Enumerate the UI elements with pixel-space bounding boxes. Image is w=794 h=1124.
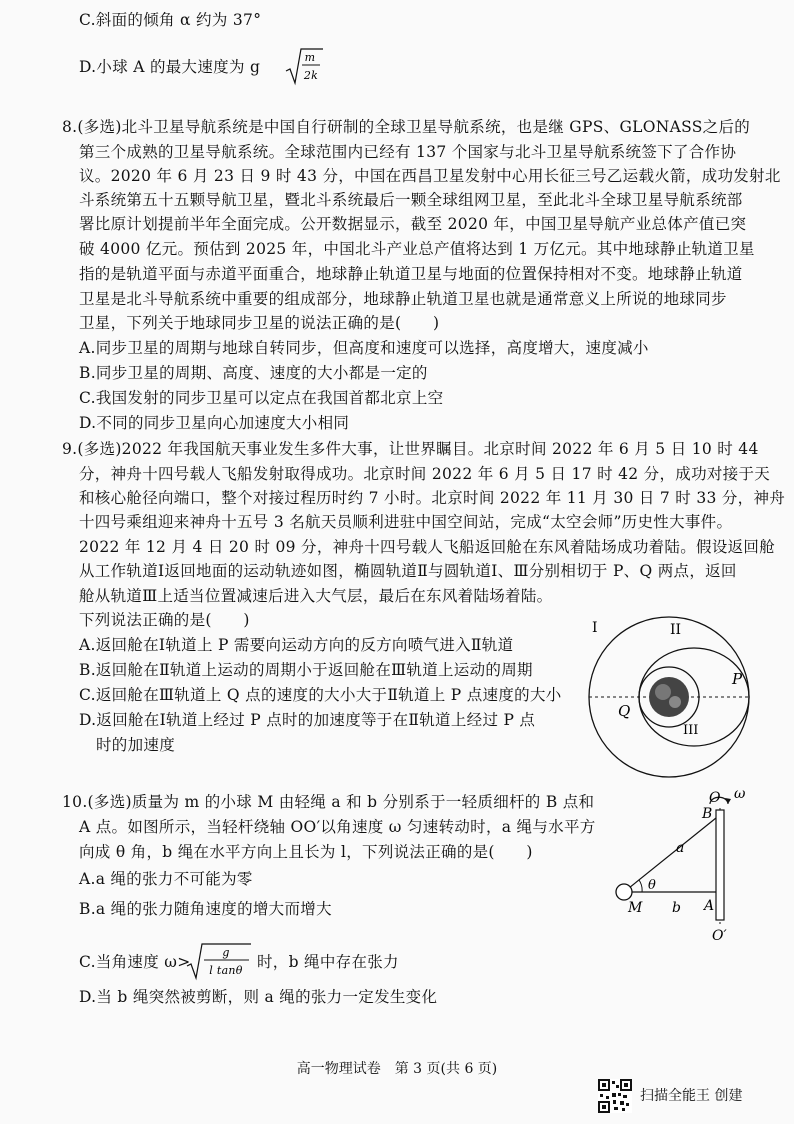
q8-text-line: 卫星，下列关于地球同步卫星的说法正确的是( ) (79, 314, 440, 332)
q8-text-line: 破 4000 亿元。预估到 2025 年，中国北斗产业总产值将达到 1 万亿元。其中地球静止轨道卫星 (79, 240, 755, 258)
label-q: Q (618, 702, 631, 720)
earth-texture (655, 684, 671, 700)
scanner-watermark: 扫描全能王 创建 (640, 1088, 743, 1104)
rope-a (624, 818, 716, 892)
earth-texture (669, 696, 681, 708)
q9-text-line: 下列说法正确的是( ) (79, 611, 250, 629)
q8-text-line: 指的是轨道平面与赤道平面重合，地球静止轨道卫星与地面的位置保持相对不变。地球静止轨道 (79, 265, 743, 283)
label-b-point: B (702, 806, 713, 822)
q7-option-d (79, 47, 319, 87)
label-omega: ω (734, 786, 746, 802)
q9-option-b: B.返回舱在Ⅱ轨道上运动的周期小于返回舱在Ⅲ轨道上运动的周期 (79, 661, 533, 679)
label-theta: θ (648, 878, 656, 893)
q8-option-c: C.我国发射的同步卫星可以定点在我国首都北京上空 (79, 389, 444, 407)
q8-text-line: 第三个成熟的卫星导航系统。全球范围内已经有 137 个国家与北斗卫星导航系统签下了合作协 (79, 143, 737, 161)
q10-text-line: A 点。如图所示，当轻杆绕轴 OO′以角速度 ω 匀速转动时，a 绳与水平方 (79, 818, 596, 836)
q9-option-d: D.返回舱在Ⅰ轨道上经过 P 点时的加速度等于在Ⅱ轨道上经过 P 点 (79, 711, 536, 729)
q10-c-den: l tanθ (209, 964, 243, 977)
label-p: P (732, 670, 743, 688)
q7-d-num: m (304, 51, 316, 64)
q9-option-c: C.返回舱在Ⅲ轨道上 Q 点的速度的大小大于Ⅱ轨道上 P 点速度的大小 (79, 686, 562, 704)
q7-option-c: C.斜面的倾角 α 约为 37° (79, 11, 262, 29)
q8-option-a: A.同步卫星的周期与地球自转同步，但高度和速度可以选择，高度增大，速度减小 (79, 339, 649, 357)
q8-text-line: 8.(多选)北斗卫星导航系统是中国自行研制的全球卫星导航系统，也是继 GPS、GLONASS之后的 (62, 118, 751, 136)
q10-c-suffix: 时，b 绳中存在张力 (257, 953, 399, 971)
sqrt-fraction (284, 47, 324, 87)
q10-text-line: 向成 θ 角，b 绳在水平方向上且长为 l，下列说法正确的是( ) (79, 843, 533, 861)
q9-text-line: 从工作轨道Ⅰ返回地面的运动轨迹如图，椭圆轨道Ⅱ与圆轨道Ⅰ、Ⅲ分别相切于 P、Q 两点，返回 (79, 562, 737, 580)
q9-option-a: A.返回舱在Ⅰ轨道上 P 需要向运动方向的反方向喷气进入Ⅱ轨道 (79, 636, 514, 654)
label-orbit-1: I (592, 620, 598, 636)
q9-text-line: 2022 年 12 月 4 日 20 时 09 分，神舟十四号载人飞船返回舱在东风着陆场成功着陆。假设返回舱 (79, 538, 776, 556)
label-o-prime: O′ (712, 928, 727, 942)
q8-text-line: 卫星是北斗导航系统中重要的组成部分，地球静止轨道卫星也就是通常意义上所说的地球同步 (79, 290, 727, 308)
q10-option-a: A.a 绳的张力不可能为零 (79, 870, 253, 888)
q7-d-prefix: D.小球 A 的最大速度为 g (79, 58, 261, 76)
q8-option-b: B.同步卫星的周期、高度、速度的大小都是一定的 (79, 364, 428, 382)
q10-text-line: 10.(多选)质量为 m 的小球 M 由轻绳 a 和 b 分别系于一轻质细杆的 B 点和 (62, 793, 595, 811)
sqrt-fraction (185, 942, 255, 982)
q9-text-line: 和核心舱径向端口，整个对接过程历时约 7 小时。北京时间 2022 年 11 月 30 日 7 时 33 分，神舟 (79, 489, 786, 507)
rotating-rod-diagram (606, 782, 764, 942)
q7-d-den: 2k (303, 69, 319, 82)
label-a-point: A (704, 898, 715, 914)
label-o: O (709, 790, 721, 806)
q10-option-b: B.a 绳的张力随角速度的增大而增大 (79, 900, 332, 918)
q9-text-line: 十四号乘组迎来神舟十五号 3 名航天员顺利进驻中国空间站，完成“太空会师”历史性大事件。 (79, 513, 733, 531)
theta-arc (639, 880, 642, 892)
q9-text-line: 9.(多选)2022 年我国航天事业发生多件大事，让世界瞩目。北京时间 2022 年 6 月 5 日 10 时 44 (62, 440, 759, 458)
label-a-rope: a (676, 840, 685, 856)
q9-option-d-cont: 时的加速度 (96, 736, 176, 754)
q9-text-line: 分，神舟十四号载人飞船发射取得成功。北京时间 2022 年 6 月 5 日 17 时 42 分，成功对接于天 (79, 465, 771, 483)
rod (716, 810, 724, 920)
q8-text-line: 议。2020 年 6 月 23 日 9 时 43 分，中国在西昌卫星发射中心用长征三号乙运载火箭，成功发射北 (79, 167, 781, 185)
orbit-diagram (578, 612, 756, 782)
label-m: M (628, 900, 643, 916)
q8-text-line: 斗系统第五十五颗导航卫星，暨北斗系统最后一颗全球组网卫星，至此北斗全球卫星导航系统部 (79, 191, 743, 209)
label-orbit-2: II (670, 622, 682, 638)
ball-m (616, 884, 632, 900)
q10-c-num: g (222, 946, 230, 959)
q10-option-d: D.当 b 绳突然被剪断，则 a 绳的张力一定发生变化 (79, 988, 438, 1006)
page-footer: 高一物理试卷 第 3 页(共 6 页) (296, 1061, 498, 1077)
qr-code-icon (598, 1079, 632, 1113)
q10-option-c (79, 942, 399, 982)
label-b-rope: b (672, 900, 681, 916)
q8-option-d: D.不同的同步卫星向心加速度大小相同 (79, 414, 350, 432)
q9-text-line: 舱从轨道Ⅲ上适当位置减速后进入大气层，最后在东风着陆场着陆。 (79, 587, 553, 605)
rotation-arrowhead (725, 798, 731, 804)
q8-text-line: 署比原计划提前半年全面完成。公开数据显示，截至 2020 年，中国卫星导航产业总体产值已突 (79, 215, 747, 233)
label-orbit-3: III (683, 723, 699, 738)
q10-c-prefix: C.当角速度 ω> (79, 953, 191, 971)
